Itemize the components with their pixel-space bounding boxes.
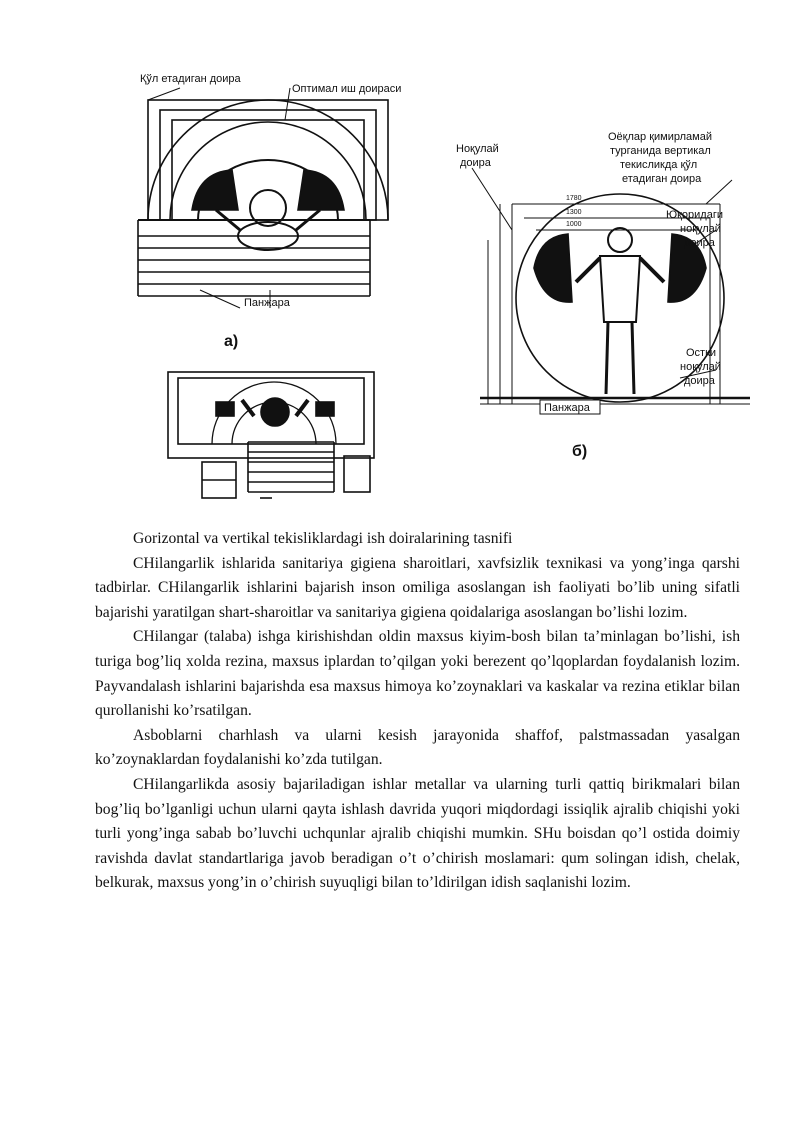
paragraph-4: CHilangarlikda asosiy bajariladigan ishlar metallar va ularning turli qattiq birikmalari bilan bog’liq bo’lganligi uchun ularni qayta ishlash davrida yuqori miqdordagi issiqlik ajralib chiqishi yoki turli yong’inga sabab bo’luvchi uchqunlar ajralib chiqishi mumkin. SHu boisdan qo’l ostida doimiy ravishda davlat standartlariga javob beradigan o’t o’chirish moslamari: qum solingan idish, chelak, belkurak, maxsus yong’in o’chirish suyuqligi bilan to’ldirilgan idish saqlanishi lozim. <box>95 775 740 892</box>
dim-1300: 1300 <box>566 209 582 216</box>
dim-1000: 1000 <box>566 221 582 228</box>
dim-1780: 1780 <box>566 195 582 202</box>
label-uncomfortable-circle: Ноқулай доира <box>456 143 499 169</box>
label-upper-uncomfortable: Юқоридаги ноқулай доира <box>666 209 723 249</box>
label-b: б) <box>572 443 588 460</box>
body-text <box>95 527 740 896</box>
label-reach-circle-a: Қўл етадиган доира <box>140 73 241 85</box>
label-optimal-zone: Оптимал иш доираси <box>292 83 402 95</box>
figure-a-top-view <box>138 88 388 308</box>
label-a: а) <box>224 333 239 350</box>
figure-a-bench-plan <box>168 372 374 498</box>
label-fence-b: Панжара <box>544 402 590 414</box>
workzone-figure <box>120 60 760 520</box>
figure-caption: Gorizontal va vertikal tekisliklardagi ish doiralarining tasnifi <box>133 530 513 547</box>
paragraph-3: Asboblarni charhlash va ularni kesish jarayonida shaffof, palstmassadan yasalgan ko’zoynaklardan foydalanishi ko’zda tutilgan. <box>95 726 740 769</box>
label-lower-uncomfortable: Остки ноқулай доира <box>680 347 721 387</box>
label-vertical-reach: Оёқлар қимирламай турганида вертикал текисликда қўл етадиган доира <box>608 131 712 185</box>
paragraph-2: CHilangar (talaba) ishga kirishishdan oldin maxsus kiyim-bosh bilan ta’minlagan bo’lishi, ish turiga bog’liq xolda rezina, maxsus iplardan to’qilgan yoki berezent qo’lqoplardan foydalanish lozim. Payvandalash ishlarini bajarishda esa maxsus himoya ko’zoynaklari va kaskalar va rezina etiklar bilan qurollanishi ko’rsatilgan. <box>95 628 740 720</box>
paragraph-1: CHilangarlik ishlarida sanitariya gigiena sharoitlari, xavfsizlik texnikasi va yong’inga qarshi tadbirlar. CHilangarlik ishlarini bajarish inson omiliga asoslangan ish faoliyati bo’lib uning sifatli bajarishi yaratilgan shart-sharoitlar va sanitariya gigiena qoidalariga asoslangan bo’lishi lozim. <box>95 554 740 621</box>
label-fence-a: Панжара <box>244 297 290 309</box>
